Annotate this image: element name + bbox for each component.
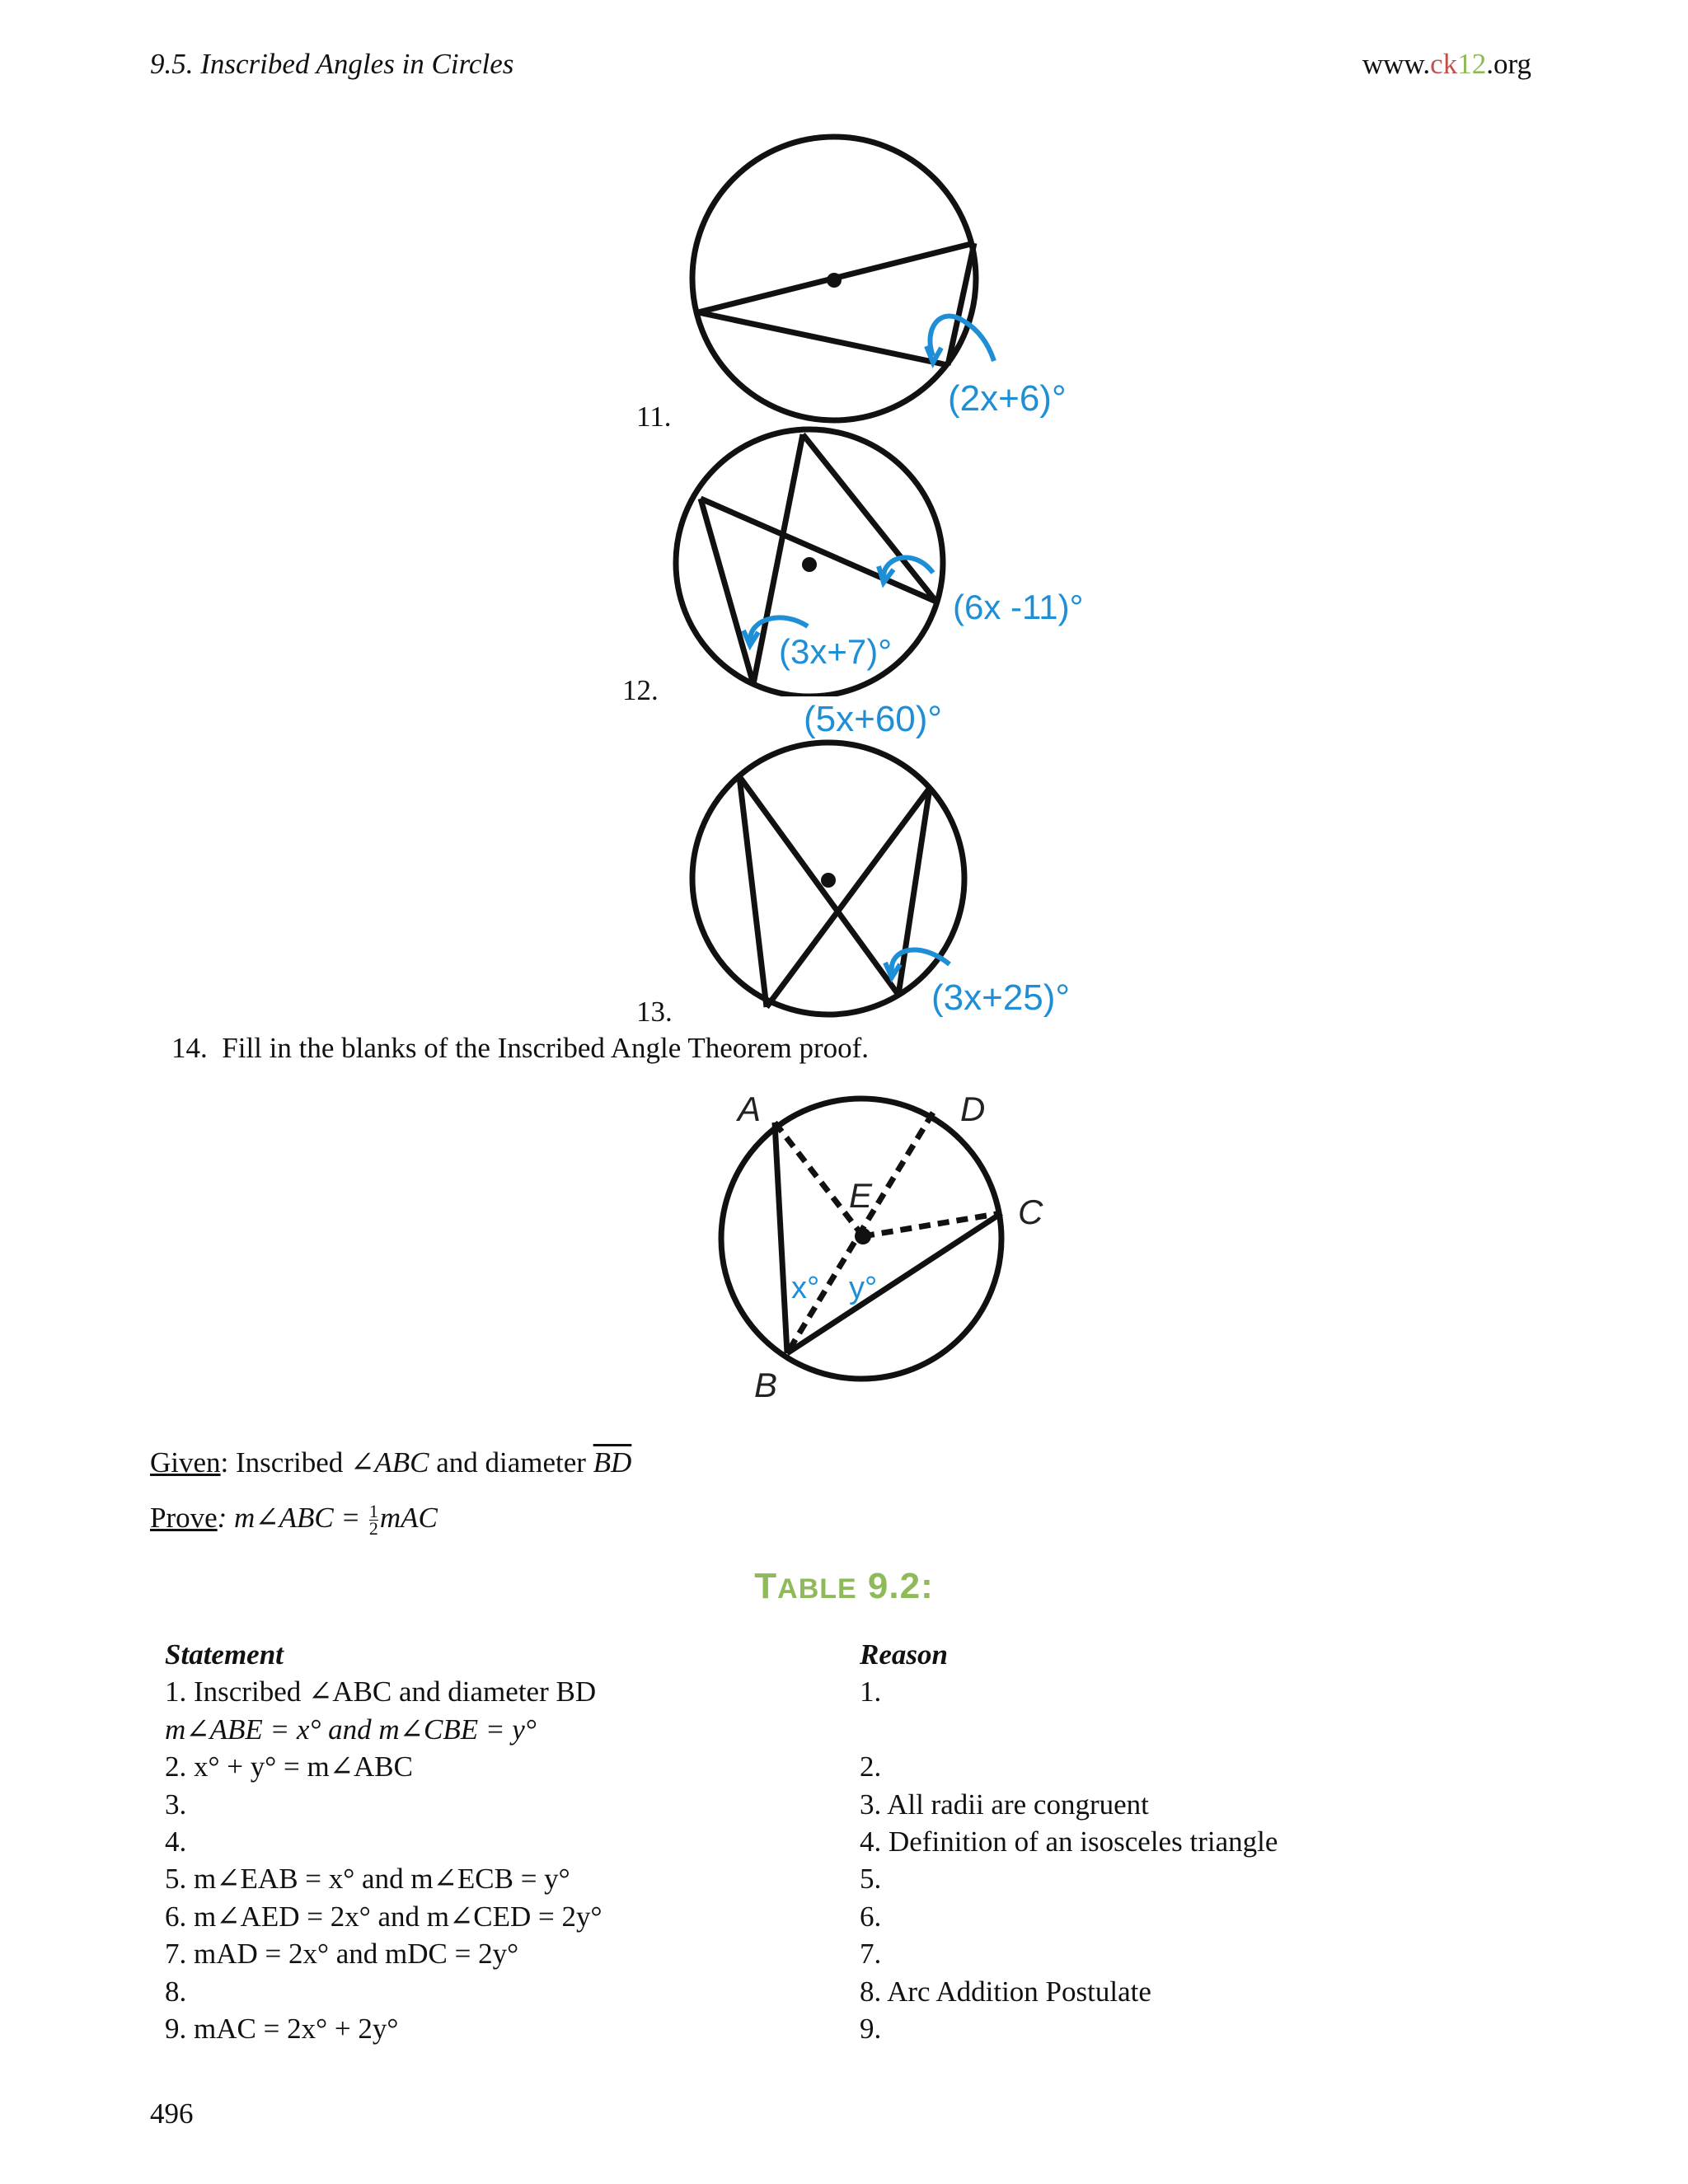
statement-row: m∠ABE = x° and m∠CBE = y° [165, 1713, 537, 1746]
point-d-label: D [960, 1090, 986, 1128]
site-url[interactable] [1362, 48, 1531, 81]
site-ck: ck [1430, 48, 1458, 80]
prove-label: Prove [150, 1502, 218, 1534]
reason-row: 4. Definition of an isosceles triangle [860, 1825, 1278, 1858]
point-e-label: E [849, 1176, 873, 1215]
reason-row: 1. [860, 1675, 882, 1708]
given-label: Given [150, 1446, 221, 1479]
reason-row: 7. [860, 1938, 882, 1971]
reason-row: 2. [860, 1750, 882, 1783]
problem-12-figure [668, 424, 1113, 696]
reason-row: 5. [860, 1863, 882, 1896]
statement-row: 6. m∠AED = 2x° and m∠CED = 2y° [165, 1900, 603, 1933]
reason-row: 8. Arc Addition Postulate [860, 1975, 1151, 2008]
statement-row: 3. [165, 1788, 187, 1821]
site-12: 12 [1457, 48, 1487, 80]
problem-13-label-a: (5x+60)° [804, 699, 943, 739]
reason-column [860, 1636, 1278, 2047]
statement-row: 7. mAD = 2x° and mDC = 2y° [165, 1938, 519, 1971]
given-bd: $\overline{BD}$ [593, 1446, 632, 1479]
statement-header: Statement [165, 1638, 284, 1671]
reason-header: Reason [860, 1638, 948, 1671]
given-statement [150, 1446, 631, 1479]
problem-12-number: 12. [622, 674, 659, 706]
reason-row [860, 1711, 1278, 1748]
section-title: 9.5. Inscribed Angles in Circles [150, 48, 514, 80]
problem-13-figure [684, 692, 1113, 1022]
prove-text-1: : m∠ABC = [217, 1502, 368, 1534]
site-suffix: .org [1486, 48, 1531, 80]
problem-13-label-b: (3x+25)° [931, 977, 1071, 1018]
prove-fraction [368, 1501, 378, 1540]
point-a-label: A [738, 1090, 762, 1128]
reason-row: 6. [860, 1900, 882, 1933]
problem-11-label: (2x+6)° [948, 378, 1067, 419]
statement-row: 2. x° + y° = m∠ABC [165, 1750, 413, 1783]
problem-12-label-b: (3x+7)° [779, 632, 893, 671]
statement-column [165, 1636, 603, 2047]
problem-13-number: 13. [636, 996, 673, 1028]
proof-figure [709, 1080, 1071, 1409]
angle-x-label: x° [791, 1271, 820, 1305]
angle-y-label: y° [849, 1271, 878, 1305]
reason-row: 9. [860, 2012, 882, 2045]
site-prefix: www. [1362, 48, 1431, 80]
statement-row: 5. m∠EAB = x° and m∠ECB = y° [165, 1863, 570, 1896]
problem-14 [171, 1032, 869, 1065]
problem-11-figure [676, 124, 1104, 429]
problem-14-number: 14. [171, 1032, 208, 1064]
problem-14-text: Fill in the blanks of the Inscribed Angle Theorem proof. [222, 1032, 869, 1064]
given-abc: ABC [374, 1446, 429, 1479]
prove-frac-top: 1 [368, 1501, 378, 1522]
given-text-1: : Inscribed ∠ [220, 1446, 375, 1479]
given-text-2: and diameter [429, 1446, 593, 1479]
problem-11-number: 11. [636, 401, 672, 433]
point-b-label: B [754, 1366, 778, 1404]
statement-row: 8. [165, 1975, 187, 2008]
statement-row: 9. mAC = 2x° + 2y° [165, 2012, 399, 2045]
prove-frac-bottom: 2 [368, 1518, 378, 1540]
statement-row: 4. [165, 1825, 187, 1858]
problem-12-label-a: (6x -11)° [953, 588, 1084, 626]
point-c-label: C [1018, 1193, 1043, 1231]
reason-row: 3. All radii are congruent [860, 1788, 1149, 1821]
prove-text-2: mAC [379, 1502, 438, 1534]
statement-row: 1. Inscribed ∠ABC and diameter BD [165, 1675, 597, 1708]
prove-statement [150, 1501, 438, 1540]
page-number: 496 [150, 2097, 194, 2130]
table-title: TABLE 9.2: [754, 1566, 934, 1606]
